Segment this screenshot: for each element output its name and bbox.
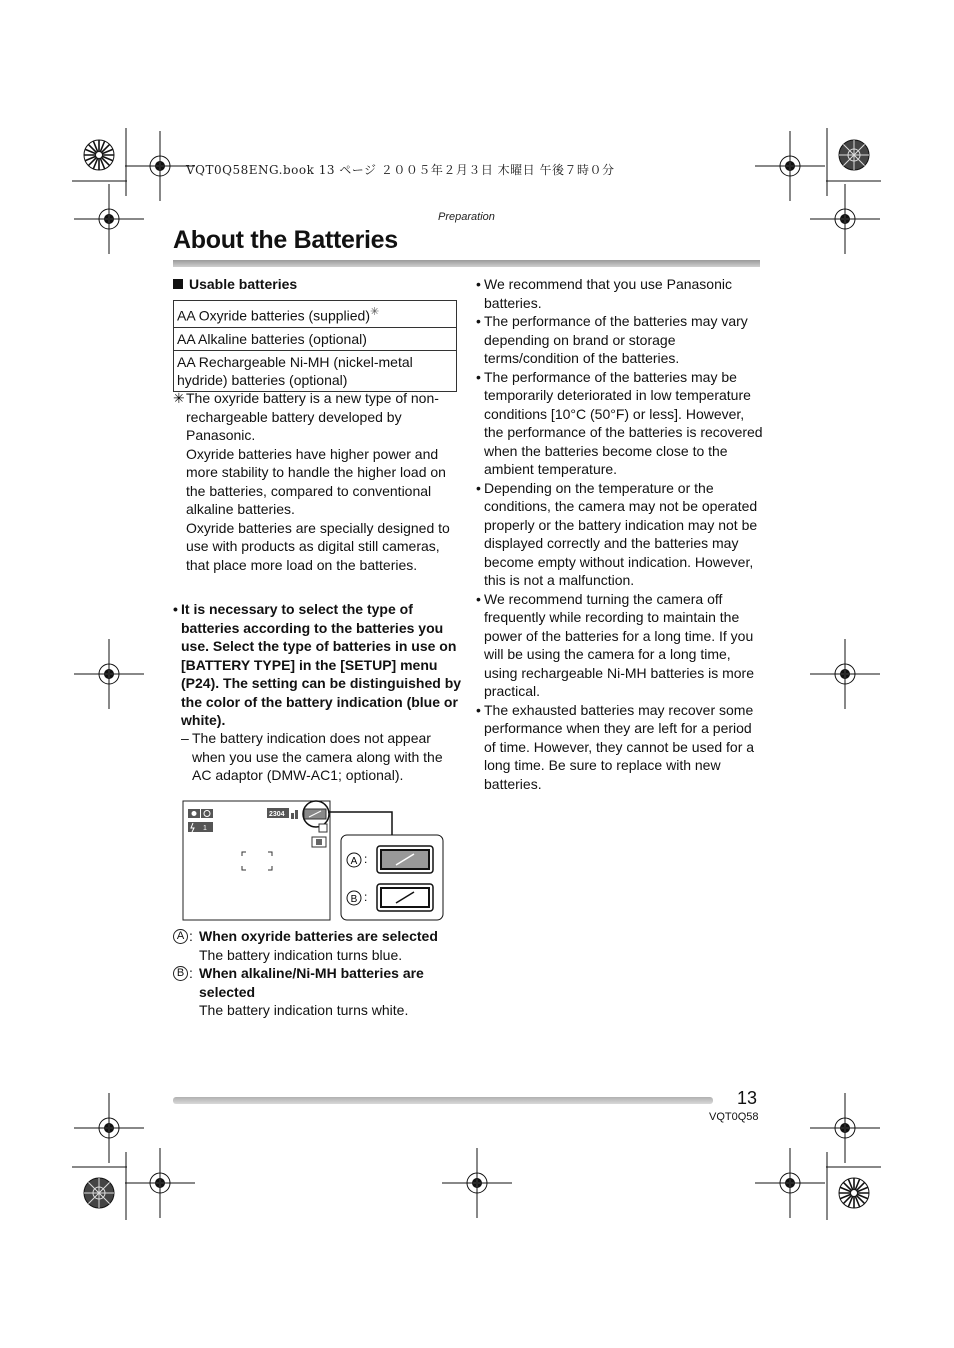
- right-column-bullets: [476, 275, 766, 793]
- legend-a: [173, 927, 458, 964]
- circle-b-icon: B: [173, 966, 188, 981]
- bullet-dot-icon: •: [476, 368, 481, 385]
- table-cell: [174, 327, 457, 350]
- bullet-dot-icon: •: [476, 701, 481, 718]
- list-item: [476, 312, 766, 368]
- circle-a-icon: A: [173, 929, 188, 944]
- usable-batteries-heading: [173, 276, 297, 292]
- square-bullet-icon: [173, 279, 183, 289]
- usable-batteries-heading-text: Usable batteries: [189, 276, 298, 292]
- colon: :: [189, 965, 193, 981]
- camera-screen-illustration: [182, 798, 447, 923]
- note-paragraph: Oxyride batteries have higher power and more stability to handle the higher load on the batteries, compared to conventional alkaline batteries.: [186, 445, 446, 517]
- table-cell: [174, 350, 457, 391]
- table-row: [174, 350, 457, 391]
- print-header-line: VQT0Q58ENG.book 13 ページ ２００５年２月３日 木曜日 午後７時０分: [186, 163, 615, 177]
- callout-b-letter: B: [350, 894, 358, 905]
- usable-batteries-table: [173, 300, 457, 392]
- table-row: [174, 301, 457, 328]
- legend-b-title: When alkaline/Ni-MH batteries are selected: [199, 965, 424, 1000]
- bullet-dot-icon: •: [476, 590, 481, 607]
- bullet-dot-icon: •: [476, 276, 481, 292]
- bullet-text: The performance of the batteries may vary depending on brand or storage terms/condition of the batteries.: [484, 313, 748, 366]
- dash-mark: –: [181, 730, 189, 746]
- battery-type-oxyride: AA Oxyride batteries (supplied): [177, 307, 370, 324]
- list-item: [476, 590, 766, 701]
- note-paragraph: The oxyride battery is a new type of non-rechargeable battery developed by Panasonic.: [186, 390, 439, 443]
- asterisk-mark: ✳: [369, 306, 380, 318]
- bullet-text: We recommend turning the camera off frequently while recording to maintain the power of the batteries for a long time. If you will be using the camera for a long time, using rechargeable Ni-MH batteries is more practical.: [484, 590, 754, 699]
- colon: :: [189, 928, 193, 944]
- legend-b: [173, 964, 458, 1020]
- bullet-text: We recommend that you use Panasonic batteries.: [484, 276, 732, 311]
- bullet-dot-icon: •: [173, 601, 178, 617]
- battery-icon: [304, 809, 326, 819]
- ac-adaptor-note: [181, 729, 458, 785]
- callout-a-letter: A: [350, 856, 358, 867]
- list-item: [476, 479, 766, 590]
- bullet-text: Depending on the temperature or the conditions, the camera may not be operated properly or the battery indication may not be displayed correctly and the batteries may become empty without indication. However, this is not a malfunction.: [484, 479, 758, 588]
- bullet-text: The performance of the batteries may be temporarily deteriorated in low temperature conditions [10°C (50°F) or less]. However, the performance of the batteries is recovered when the batteries become close to the ambient temperature.: [484, 368, 763, 477]
- list-item: [476, 368, 766, 479]
- resolution-text: 2304: [269, 811, 285, 818]
- svg-text::: :: [364, 852, 368, 866]
- legend-a-desc: The battery indication turns blue.: [199, 946, 403, 963]
- page-number: 13: [737, 1088, 758, 1108]
- battery-type-nimh: AA Rechargeable Ni-MH (nickel-metal hydride) batteries (optional): [177, 353, 413, 388]
- flash-icon: [188, 822, 213, 832]
- battery-type-alkaline: AA Alkaline batteries (optional): [177, 330, 367, 347]
- model-code: VQT0Q58: [709, 1111, 759, 1123]
- footer-rule: [173, 1097, 713, 1104]
- section-label: Preparation: [438, 211, 495, 223]
- title-rule: [173, 260, 760, 267]
- instruction-text: It is necessary to select the type of batteries according to the batteries you use. Select the type of batteries in use on [BATTERY TYPE] in the [SETUP] menu (P24). The setting can be distinguished by the color of the battery indication (blue or white).: [181, 601, 462, 728]
- svg-text:1: 1: [203, 825, 207, 832]
- svg-text::: :: [364, 890, 368, 904]
- note-paragraph: Oxyride batteries are specially designed to use with products as digital still cameras, that place more load on the batteries.: [186, 519, 450, 573]
- bullet-text: The exhausted batteries may recover some performance when they are left for a period of time. However, they cannot be used for a long time. Be sure to replace with new batteries.: [484, 701, 755, 792]
- bullet-dot-icon: •: [476, 313, 481, 329]
- battery-type-instruction: [173, 600, 466, 730]
- list-item: [476, 275, 766, 312]
- asterisk-mark: ✳: [173, 390, 185, 406]
- bullet-dot-icon: •: [476, 479, 481, 496]
- list-item: [476, 701, 766, 794]
- legend-a-title: When oxyride batteries are selected: [199, 928, 438, 944]
- page-title: About the Batteries: [173, 226, 398, 254]
- legend-b-desc: The battery indication turns white.: [199, 1002, 409, 1018]
- dash-note-text: The battery indication does not appear when you use the camera along with the AC adaptor (DMW-AC1; optional).: [192, 730, 443, 783]
- oxyride-note: [173, 389, 458, 574]
- table-row: [174, 327, 457, 350]
- table-cell: [174, 301, 457, 328]
